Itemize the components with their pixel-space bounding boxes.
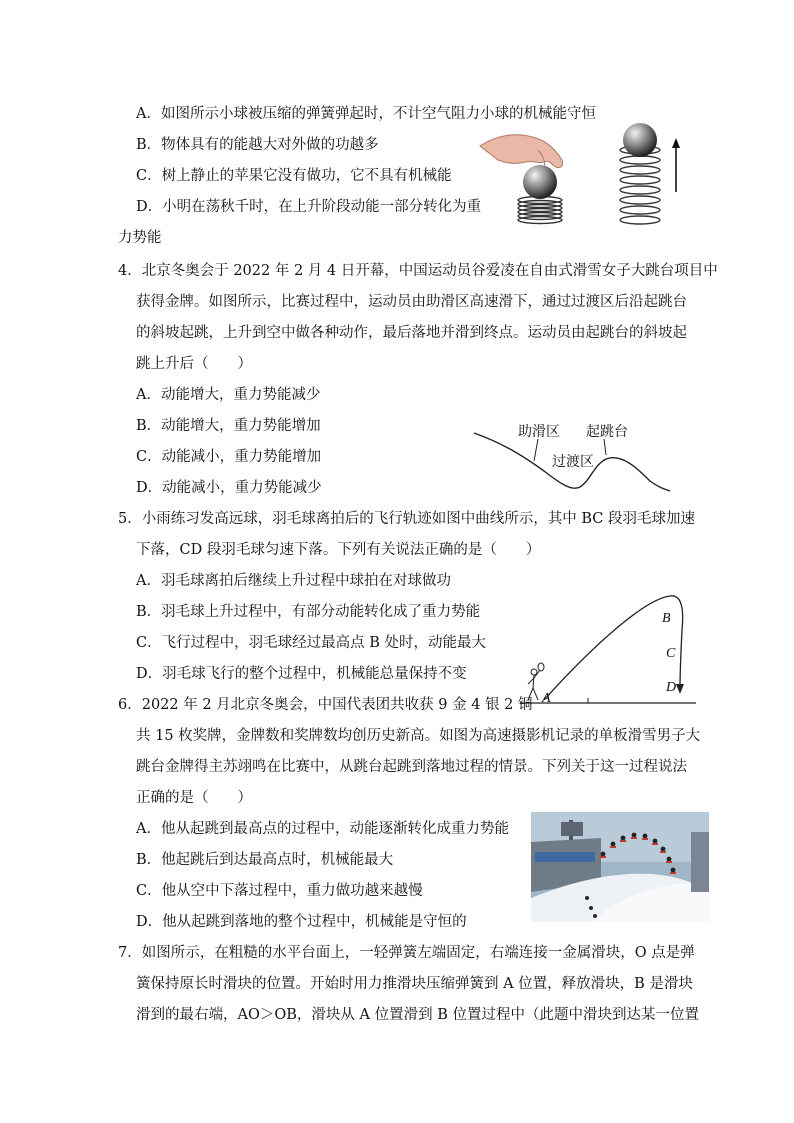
q4-label-jump: 起跳台 xyxy=(586,424,628,440)
q4-stem-line-3: 的斜坡起跳，上升到空中做各种动作，最后落地并滑到终点。运动员由起跳台的斜坡起 xyxy=(136,325,687,341)
q5-label-c: C xyxy=(666,646,676,661)
q4-option-d: D．动能减小，重力势能减少 xyxy=(136,480,322,496)
q5-label-a: A xyxy=(542,691,551,706)
q4-figure-ski-jump xyxy=(472,415,672,497)
q5-label-b: B xyxy=(662,611,671,626)
q4-stem-line-4: 跳上升后（ ） xyxy=(136,356,252,372)
q5-option-c: C．飞行过程中，羽毛球经过最高点 B 处时，动能最大 xyxy=(136,635,486,651)
q3-option-d: D．小明在荡秋千时，在上升阶段动能一部分转化为重 xyxy=(136,199,482,215)
q4-label-transition: 过渡区 xyxy=(552,454,594,470)
q4-stem-line-1: 4．北京冬奥会于 2022 年 2 月 4 日开幕，中国运动员谷爱凌在自由式滑雪女子大跳台项目中 xyxy=(118,263,718,279)
q6-stem-line-3: 跳台金牌得主苏翊鸣在比赛中，从跳台起跳到落地过程的情景。下列关于这一过程说法 xyxy=(136,759,687,775)
q6-stem-line-1: 6．2022 年 2 月北京冬奥会，中国代表团共收获 9 金 4 银 2 铜 xyxy=(118,697,533,713)
q5-label-d: D xyxy=(666,680,677,695)
q5-option-a: A．羽毛球离拍后继续上升过程中球拍在对球做功 xyxy=(136,573,451,589)
q3-option-c: C．树上静止的苹果它没有做功，它不具有机械能 xyxy=(136,168,452,184)
q5-stem-line-1: 5．小雨练习发高远球，羽毛球离拍后的飞行轨迹如图中曲线所示，其中 BC 段羽毛球加速 xyxy=(118,511,695,527)
q7-stem-line-2: 簧保持原长时滑块的位置。开始时用力推滑块压缩弹簧到 A 位置，释放滑块，B 是滑块 xyxy=(136,976,693,992)
q5-option-b: B．羽毛球上升过程中，有部分动能转化成了重力势能 xyxy=(136,604,481,620)
q4-option-a: A．动能增大，重力势能减少 xyxy=(136,387,321,403)
q5-figure-trajectory xyxy=(520,590,700,710)
q3-option-d-continuation: 力势能 xyxy=(118,230,162,246)
q4-option-c: C．动能减小，重力势能增加 xyxy=(136,449,322,465)
q6-option-a: A．他从起跳到最高点的过程中，动能逐渐转化成重力势能 xyxy=(136,821,509,837)
q5-stem-line-2: 下落，CD 段羽毛球匀速下落。下列有关说法正确的是（ ） xyxy=(136,542,541,558)
q3-figure-spring xyxy=(478,120,698,232)
q7-stem-line-3: 滑到的最右端，AO＞OB，滑块从 A 位置滑到 B 位置过程中（此题中滑块到达某一位置 xyxy=(136,1007,699,1023)
q6-option-b: B．他起跳后到达最高点时，机械能最大 xyxy=(136,852,394,868)
q4-stem-line-2: 获得金牌。如图所示，比赛过程中，运动员由助滑区高速滑下，通过过渡区后沿起跳台 xyxy=(136,294,687,310)
q5-option-d: D．羽毛球飞行的整个过程中，机械能总量保持不变 xyxy=(136,666,467,682)
q4-option-b: B．动能增大，重力势能增加 xyxy=(136,418,321,434)
q6-option-d: D．他从起跳到落地的整个过程中，机械能是守恒的 xyxy=(136,914,467,930)
q6-stem-line-4: 正确的是（ ） xyxy=(136,790,252,806)
q3-option-a: A．如图所示小球被压缩的弹簧弹起时，不计空气阻力小球的机械能守恒 xyxy=(136,106,596,122)
q4-label-run: 助滑区 xyxy=(518,424,560,440)
q6-option-c: C．他从空中下落过程中，重力做功越来越慢 xyxy=(136,883,423,899)
q7-stem-line-1: 7．如图所示，在粗糙的水平台面上，一轻弹簧左端固定，右端连接一金属滑块，O 点是弹 xyxy=(118,945,695,961)
q3-option-b: B．物体具有的能越大对外做的功越多 xyxy=(136,137,379,153)
q6-photo-snowboard xyxy=(531,812,709,922)
q6-stem-line-2: 共 15 枚奖牌，金牌数和奖牌数均创历史新高。如图为高速摄影机记录的单板滑雪男子大 xyxy=(136,728,701,744)
